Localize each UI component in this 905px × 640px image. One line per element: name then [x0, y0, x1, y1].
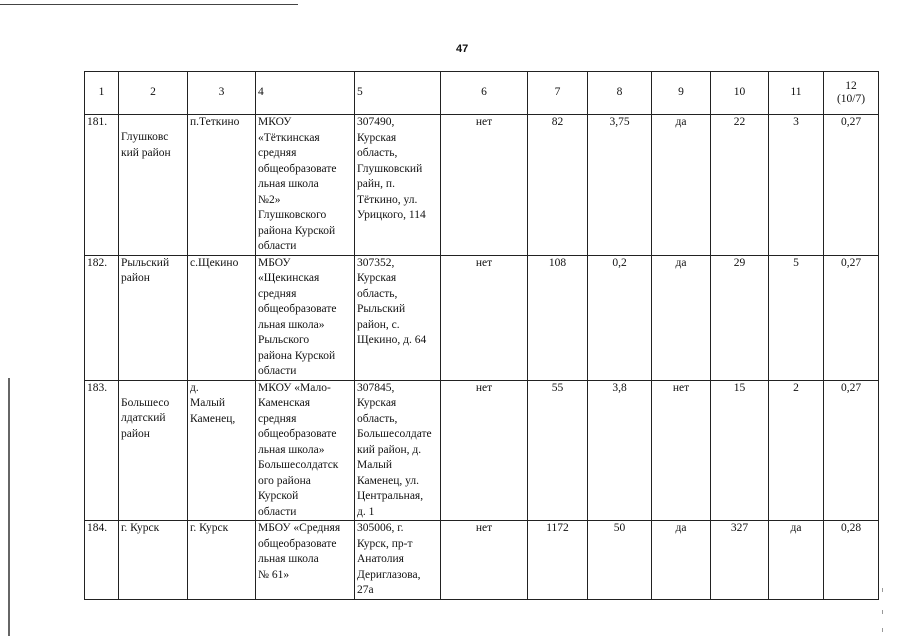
header-cell: 12 (10/7): [824, 72, 879, 115]
school-cell: МКОУ «Мало- Каменская средняя общеобразовате льная школа» Большесолдатск ого района Курской области: [256, 380, 355, 521]
header-cell: 2: [119, 72, 188, 115]
cell-col9: нет: [652, 380, 711, 521]
cell-col12: 0,27: [824, 380, 879, 521]
cell-col12: 0,27: [824, 255, 879, 380]
table-row: [85, 115, 879, 256]
locality-cell: п.Теткино: [188, 115, 256, 256]
cell-col10: 29: [711, 255, 769, 380]
schools-table: [84, 71, 879, 600]
district-cell: Глушковс кий район: [119, 115, 188, 256]
header-row: [85, 72, 879, 115]
row-number: 182.: [85, 255, 119, 380]
header-cell: 6: [441, 72, 528, 115]
table-row: [85, 380, 879, 521]
locality-cell: д. Малый Каменец,: [188, 380, 256, 521]
school-cell: МБОУ «Средняя общеобразовате льная школа № 61»: [256, 521, 355, 600]
cell-col8: 0,2: [588, 255, 652, 380]
cell-col7: 55: [528, 380, 588, 521]
cell-col9: да: [652, 115, 711, 256]
cell-col6: нет: [441, 115, 528, 256]
header-cell: 10: [711, 72, 769, 115]
header-cell: 9: [652, 72, 711, 115]
scan-margin-line: [8, 378, 10, 636]
header-cell: 7: [528, 72, 588, 115]
header-cell: 11: [769, 72, 824, 115]
cell-col7: 1172: [528, 521, 588, 600]
address-cell: 307352, Курская область, Рыльский район, с. Щекино, д. 64: [355, 255, 441, 380]
cell-col8: 50: [588, 521, 652, 600]
school-cell: МБОУ «Щекинская средняя общеобразовате льная школа» Рыльского района Курской области: [256, 255, 355, 380]
cell-col9: да: [652, 255, 711, 380]
page-number: 47: [456, 43, 469, 55]
row-number: 184.: [85, 521, 119, 600]
district-cell: Рыльский район: [119, 255, 188, 380]
school-cell: МКОУ «Тёткинская средняя общеобразовате льная школа №2» Глушковского района Курской области: [256, 115, 355, 256]
address-cell: 307490, Курская область, Глушковский райн, п. Тёткино, ул. Урицкого, 114: [355, 115, 441, 256]
table-row: [85, 255, 879, 380]
cell-col11: 2: [769, 380, 824, 521]
scan-dot: [882, 610, 883, 614]
address-cell: 305006, г. Курск, пр-т Анатолия Дериглазова, 27а: [355, 521, 441, 600]
cell-col11: да: [769, 521, 824, 600]
row-number: 183.: [85, 380, 119, 521]
cell-col10: 327: [711, 521, 769, 600]
cell-col10: 15: [711, 380, 769, 521]
cell-col6: нет: [441, 255, 528, 380]
scan-dot: [882, 628, 883, 632]
row-number: 181.: [85, 115, 119, 256]
cell-col7: 108: [528, 255, 588, 380]
header-cell: 3: [188, 72, 256, 115]
cell-col8: 3,75: [588, 115, 652, 256]
header-cell: 8: [588, 72, 652, 115]
cell-col12: 0,27: [824, 115, 879, 256]
locality-cell: с.Щекино: [188, 255, 256, 380]
scan-dot: [882, 588, 883, 592]
cell-col7: 82: [528, 115, 588, 256]
district-cell: г. Курск: [119, 521, 188, 600]
cell-col11: 3: [769, 115, 824, 256]
district-cell: Большесо лдатский район: [119, 380, 188, 521]
locality-cell: г. Курск: [188, 521, 256, 600]
header-cell: 5: [355, 72, 441, 115]
header-cell: 1: [85, 72, 119, 115]
header-cell: 4: [256, 72, 355, 115]
address-cell: 307845, Курская область, Большесолдате кий район, д. Малый Каменец, ул. Центральная, д. 1: [355, 380, 441, 521]
cell-col9: да: [652, 521, 711, 600]
cell-col8: 3,8: [588, 380, 652, 521]
top-rule: [0, 4, 298, 5]
table-row: [85, 521, 879, 600]
cell-col6: нет: [441, 380, 528, 521]
cell-col6: нет: [441, 521, 528, 600]
cell-col10: 22: [711, 115, 769, 256]
cell-col11: 5: [769, 255, 824, 380]
cell-col12: 0,28: [824, 521, 879, 600]
